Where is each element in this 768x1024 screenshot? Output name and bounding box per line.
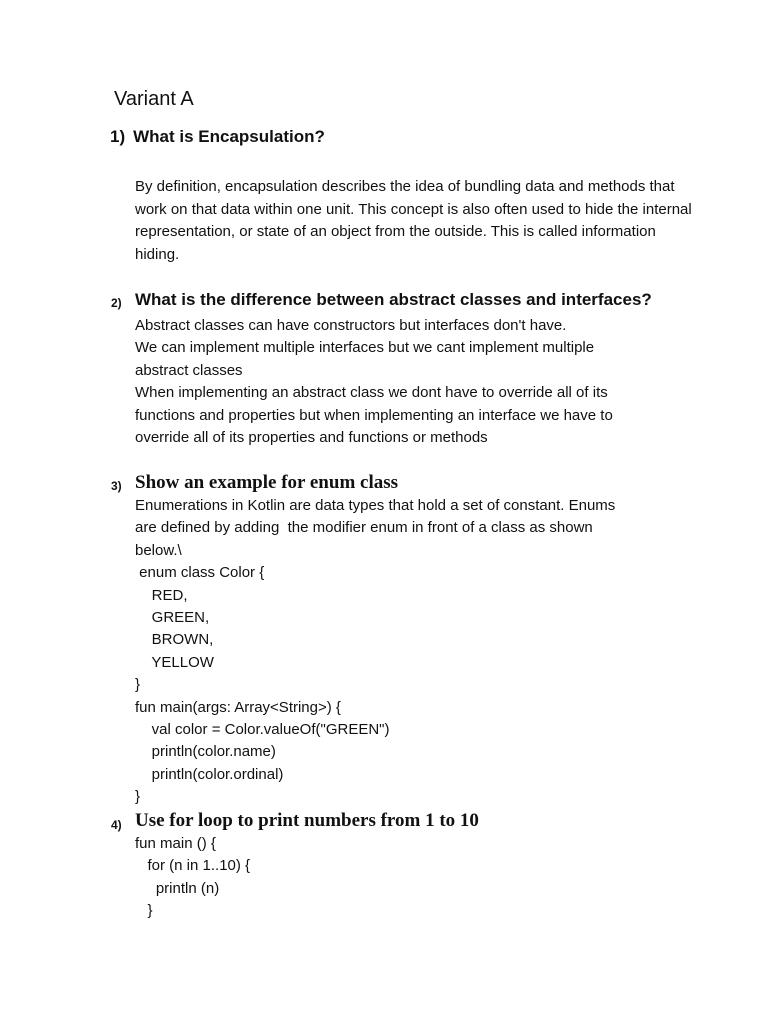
code-line: }: [135, 788, 141, 806]
code-line: BROWN,: [135, 631, 214, 649]
answer-line: Abstract classes can have constructors but interfaces don't have.: [135, 317, 567, 334]
answer-line: abstract classes: [135, 361, 243, 379]
answer-line: are defined by adding the modifier enum in front of a class as shown: [135, 519, 593, 537]
code-line: RED,: [135, 586, 188, 604]
answer-line: When implementing an abstract class we dont have to override all of its: [135, 384, 608, 402]
question-1-number: 1): [110, 127, 126, 146]
code-line: println(color.ordinal): [135, 765, 284, 783]
question-2-title: What is the difference between abstract classes and interfaces?: [135, 290, 652, 309]
code-line: }: [135, 676, 141, 694]
code-line: println (n): [135, 879, 220, 897]
code-line: for (n in 1..10) {: [135, 857, 251, 875]
answer-line: override all of its properties and functions or methods: [135, 429, 488, 447]
code-line: val color = Color.valueOf("GREEN"): [135, 721, 390, 739]
question-2-answer: [135, 315, 613, 449]
code-line: GREEN,: [135, 609, 210, 627]
question-3-number: 3): [111, 479, 122, 493]
code-line: enum class Color {: [135, 564, 265, 582]
question-4-title: Use for loop to print numbers from 1 to 10: [135, 810, 479, 831]
answer-line: functions and properties but when implementing an interface we have to: [135, 406, 613, 424]
answer-line: We can implement multiple interfaces but we cant implement multiple: [135, 339, 595, 357]
answer-line: Enumerations in Kotlin are data types that hold a set of constant. Enums: [135, 497, 616, 514]
question-1-title: [110, 127, 325, 147]
code-line: fun main(args: Array<String>) {: [135, 698, 341, 716]
question-4-number: 4): [111, 818, 122, 832]
code-line: println(color.name): [135, 743, 276, 761]
question-1-answer: By definition, encapsulation describes the idea of bundling data and methods that work on that data within one unit. This concept is also often used to hide the internal representation, or state of an object from the outside. This is called information hiding.: [135, 178, 692, 263]
code-line: }: [135, 902, 153, 920]
question-3-answer: [135, 495, 615, 809]
question-3-title: Show an example for enum class: [135, 472, 399, 493]
question-4-answer: [135, 833, 250, 923]
question-2-number: 2): [111, 296, 122, 310]
code-line: fun main () {: [135, 835, 216, 852]
question-1-text: What is Encapsulation?: [133, 127, 325, 146]
document-heading: Variant A: [114, 88, 194, 110]
code-line: YELLOW: [135, 653, 214, 671]
answer-line: below.\: [135, 541, 182, 559]
